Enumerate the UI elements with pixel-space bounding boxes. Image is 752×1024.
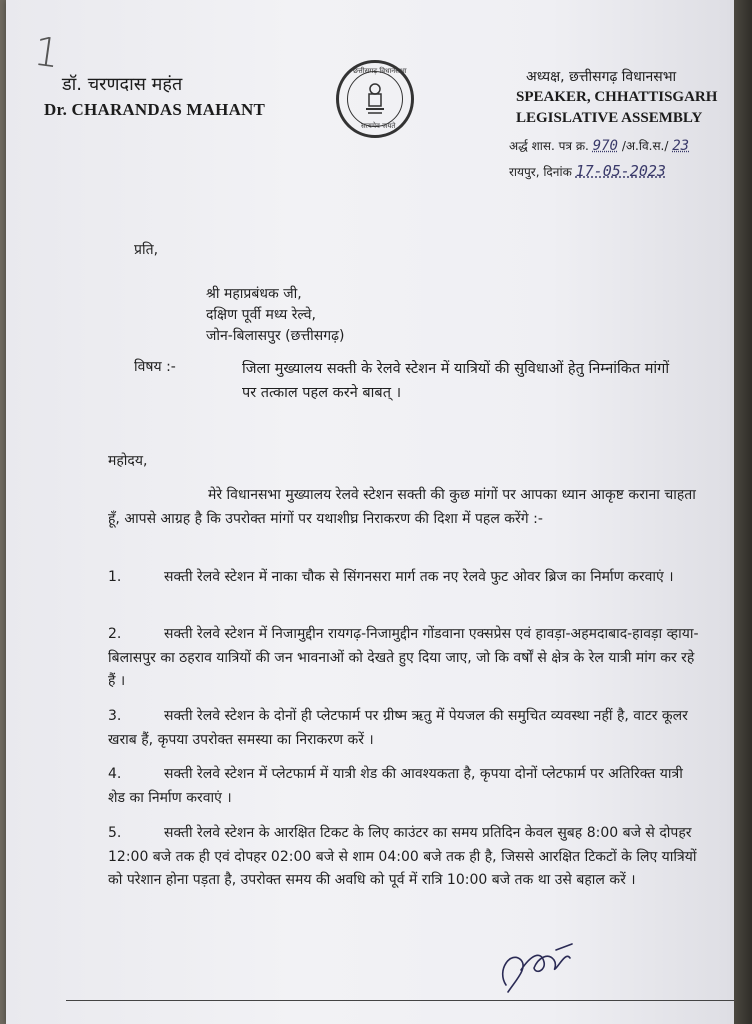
item-text: सक्ती रेलवे स्टेशन में प्लेटफार्म में यात्री शेड की आवश्यकता है, कृपया दोनों प्लेटफार्म पर अतिरिक्त यात्री शेड का निर्माण करवाएं । [108, 766, 683, 806]
item-number: 2. [108, 626, 122, 642]
designation-hindi: अध्यक्ष, छत्तीसगढ़ विधानसभा [526, 69, 677, 85]
item-number: 5. [108, 825, 122, 841]
ref-label: अर्द्ध शास. पत्र क्र. [509, 139, 589, 153]
list-item [108, 763, 700, 810]
subject-label: विषय :- [134, 359, 176, 375]
letter-date [509, 162, 666, 180]
item-number: 4. [108, 766, 122, 782]
item-number: 3. [108, 708, 122, 724]
sender-name-hindi: डॉ. चरणदास महंत [62, 74, 183, 95]
address-line-1: श्री महाप्रबंधक जी, [206, 286, 302, 302]
background-edge [734, 0, 752, 1024]
designation-english-line2: LEGISLATIVE ASSEMBLY [516, 110, 703, 126]
footer-divider [66, 1000, 746, 1001]
address-line-2: दक्षिण पूर्वी मध्य रेल्वे, [206, 307, 316, 323]
designation-english-line1: SPEAKER, CHHATTISGARH [516, 89, 718, 105]
item-text: सक्ती रेलवे स्टेशन के आरक्षित टिकट के लिए काउंटर का समय प्रतिदिन केवल सुबह 8:00 बजे से दोपहर 12:00 बजे तक ही एवं दोपहर 02:00 बजे से शाम 04:00 बजे तक ही है, जिससे आरक्षित टिकटों के लिए यात्रियों को परेशान होना पड़ता है, उपरोक्त समय की अवधि को पूर्व में रात्रि 10:00 बजे तक था उसे बहाल करें । [108, 825, 697, 888]
date-value-handwritten: 17-05-2023 [575, 162, 666, 180]
emblem-icon [347, 71, 403, 127]
greeting: महोदय, [108, 453, 148, 469]
seal-bottom-text: सत्यमेव जयते [361, 122, 396, 130]
seal-top-text: छत्तीसगढ़ विधानसभा [353, 67, 407, 75]
ref-year-handwritten: 23 [672, 138, 690, 154]
item-text: सक्ती रेलवे स्टेशन में नाका चौक से सिंगनसरा मार्ग तक नए रेलवे फुट ओवर ब्रिज का निर्माण करवाएं । [164, 569, 674, 585]
date-label: रायपुर, दिनांक [509, 165, 572, 179]
reference-number [509, 137, 689, 154]
sender-name-english: Dr. CHARANDAS MAHANT [44, 100, 266, 119]
emblem-seal [336, 60, 414, 138]
address-line-3: जोन-बिलासपुर (छत्तीसगढ़) [206, 328, 345, 344]
letter-page [6, 0, 734, 1024]
signature-icon [486, 930, 586, 1000]
list-item [108, 705, 700, 752]
list-item [108, 822, 700, 893]
item-text: सक्ती रेलवे स्टेशन के दोनों ही प्लेटफार्म पर ग्रीष्म ऋतु में पेयजल की समुचित व्यवस्था नहीं है, वाटर कूलर खराब हैं, कृपया उपरोक्त समस्या का निराकरण करें । [108, 708, 688, 748]
ref-number-handwritten: 970 [592, 138, 618, 154]
list-item [108, 623, 700, 694]
list-item [108, 566, 700, 590]
salutation-to: प्रति, [134, 242, 159, 258]
ref-suffix: /अ.वि.स./ [621, 139, 669, 153]
item-text: सक्ती रेलवे स्टेशन में निजामुद्दीन रायगढ़-निजामुद्दीन गोंडवाना एक्सप्रेस एवं हावड़ा-अहमदाबाद-हावड़ा व्हाया-बिलासपुर का ठहराव यात्रियों की जन भावनाओं को देखते हुए दिया जाए, जो कि वर्षों से क्षेत्र के रेल यात्री मांग कर रहे हैं । [108, 626, 699, 689]
subject-text: जिला मुख्यालय सक्ती के रेलवे स्टेशन में यात्रियों की सुविधाओं हेतु निम्नांकित मांगों पर तत्काल पहल करने बाबत् । [242, 361, 670, 401]
handwritten-marker: 1 [30, 28, 63, 78]
item-number: 1. [108, 569, 122, 585]
intro-paragraph: मेरे विधानसभा मुख्यालय रेलवे स्टेशन सक्ती की कुछ मांगों पर आपका ध्यान आकृष्ट कराना चाहता हूँ, आपसे आग्रह है कि उपरोक्त मांगों पर यथाशीघ्र निराकरण की दिशा में पहल करेंगे :- [108, 487, 696, 527]
